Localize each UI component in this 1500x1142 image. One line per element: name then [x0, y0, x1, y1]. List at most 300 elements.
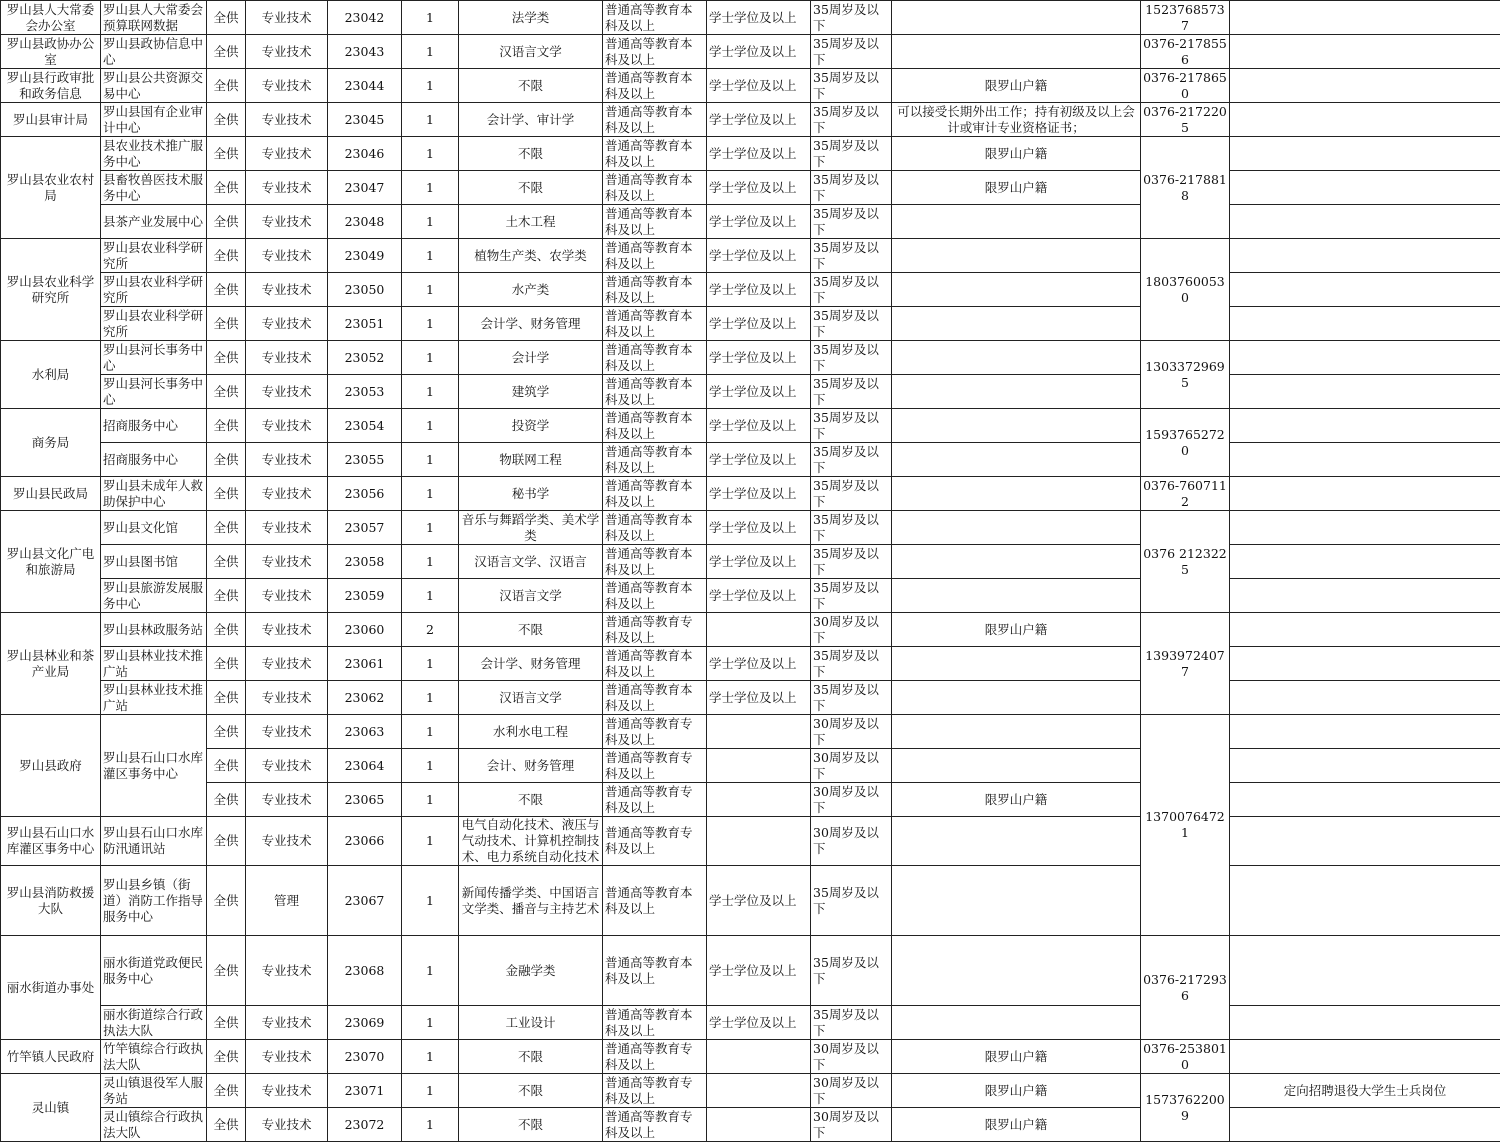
- cell-deg: [707, 817, 811, 866]
- cell-edu: 普通高等教育专科及以上: [603, 613, 707, 647]
- cell-dept: 罗山县农业农村局: [1, 137, 101, 239]
- table-row: [1, 1, 1500, 35]
- cell-remark: [1230, 137, 1500, 171]
- cell-unit: 罗山县林业技术推广站: [101, 681, 207, 715]
- cell-dept: 灵山镇: [1, 1074, 101, 1142]
- cell-note: [892, 715, 1141, 749]
- cell-age: 35周岁及以下: [811, 866, 892, 936]
- cell-dept: 水利局: [1, 341, 101, 409]
- cell-edu: 普通高等教育本科及以上: [603, 477, 707, 511]
- cell-major: 工业设计: [459, 1006, 603, 1040]
- table-row: [1, 1006, 1500, 1040]
- cell-unit: 县农业技术推广服务中心: [101, 137, 207, 171]
- cell-age: 35周岁及以下: [811, 205, 892, 239]
- cell-age: 30周岁及以下: [811, 749, 892, 783]
- cell-age: 35周岁及以下: [811, 409, 892, 443]
- cell-num: 1: [402, 103, 459, 137]
- cell-remark: [1230, 783, 1500, 817]
- cell-edu: 普通高等教育专科及以上: [603, 715, 707, 749]
- cell-num: 1: [402, 647, 459, 681]
- cell-cat: 专业技术: [246, 613, 328, 647]
- table-row: [1, 613, 1500, 647]
- cell-num: 1: [402, 171, 459, 205]
- cell-deg: 学士学位及以上: [707, 273, 811, 307]
- table-row: [1, 545, 1500, 579]
- cell-major: 会计学: [459, 341, 603, 375]
- cell-num: 1: [402, 783, 459, 817]
- cell-deg: 学士学位及以上: [707, 69, 811, 103]
- cell-phone: 15937652720: [1141, 409, 1230, 477]
- cell-major: 电气自动化技术、液压与气动技术、计算机控制技术、电力系统自动化技术: [459, 817, 603, 866]
- cell-age: 35周岁及以下: [811, 579, 892, 613]
- cell-deg: [707, 1040, 811, 1074]
- cell-deg: [707, 613, 811, 647]
- cell-major: 汉语言文学、汉语言: [459, 545, 603, 579]
- cell-num: 1: [402, 1108, 459, 1142]
- cell-phone: 0376-2178818: [1141, 137, 1230, 239]
- cell-cat: 专业技术: [246, 409, 328, 443]
- cell-edu: 普通高等教育本科及以上: [603, 69, 707, 103]
- cell-note: [892, 341, 1141, 375]
- cell-num: 1: [402, 273, 459, 307]
- cell-cat: 专业技术: [246, 307, 328, 341]
- cell-edu: 普通高等教育专科及以上: [603, 783, 707, 817]
- cell-deg: 学士学位及以上: [707, 579, 811, 613]
- cell-fund: 全供: [207, 715, 246, 749]
- table-row: [1, 681, 1500, 715]
- table-row: [1, 375, 1500, 409]
- cell-phone: 0376-2538010: [1141, 1040, 1230, 1074]
- cell-deg: [707, 783, 811, 817]
- cell-code: 23049: [328, 239, 402, 273]
- cell-deg: 学士学位及以上: [707, 205, 811, 239]
- cell-major: 植物生产类、农学类: [459, 239, 603, 273]
- cell-edu: 普通高等教育本科及以上: [603, 1, 707, 35]
- cell-remark: [1230, 545, 1500, 579]
- cell-edu: 普通高等教育专科及以上: [603, 1074, 707, 1108]
- cell-code: 23052: [328, 341, 402, 375]
- cell-major: 建筑学: [459, 375, 603, 409]
- cell-edu: 普通高等教育本科及以上: [603, 647, 707, 681]
- cell-num: 1: [402, 341, 459, 375]
- cell-age: 30周岁及以下: [811, 1108, 892, 1142]
- cell-phone: 0376-7607112: [1141, 477, 1230, 511]
- cell-cat: 专业技术: [246, 647, 328, 681]
- cell-edu: 普通高等教育本科及以上: [603, 866, 707, 936]
- cell-cat: 专业技术: [246, 511, 328, 545]
- cell-dept: 罗山县林业和茶产业局: [1, 613, 101, 715]
- table-row: [1, 205, 1500, 239]
- cell-note: [892, 749, 1141, 783]
- cell-cat: 专业技术: [246, 35, 328, 69]
- cell-age: 35周岁及以下: [811, 545, 892, 579]
- cell-cat: 专业技术: [246, 936, 328, 1006]
- cell-age: 35周岁及以下: [811, 647, 892, 681]
- cell-remark: [1230, 936, 1500, 1006]
- cell-cat: 专业技术: [246, 477, 328, 511]
- cell-major: 投资学: [459, 409, 603, 443]
- cell-deg: [707, 749, 811, 783]
- cell-note: [892, 205, 1141, 239]
- cell-code: 23042: [328, 1, 402, 35]
- cell-deg: 学士学位及以上: [707, 443, 811, 477]
- table-row: [1, 936, 1500, 1006]
- table-row: [1, 783, 1500, 817]
- cell-cat: 专业技术: [246, 1040, 328, 1074]
- cell-unit: 招商服务中心: [101, 443, 207, 477]
- cell-dept: 罗山县消防救援大队: [1, 866, 101, 936]
- table-row: [1, 511, 1500, 545]
- cell-num: 1: [402, 936, 459, 1006]
- cell-edu: 普通高等教育专科及以上: [603, 749, 707, 783]
- cell-unit: 罗山县河长事务中心: [101, 375, 207, 409]
- cell-major: 会计、财务管理: [459, 749, 603, 783]
- cell-deg: [707, 715, 811, 749]
- cell-major: 不限: [459, 1040, 603, 1074]
- cell-phone: 0376-2172936: [1141, 936, 1230, 1040]
- cell-cat: 专业技术: [246, 681, 328, 715]
- cell-unit: 罗山县文化馆: [101, 511, 207, 545]
- cell-num: 1: [402, 137, 459, 171]
- cell-deg: 学士学位及以上: [707, 647, 811, 681]
- cell-remark: [1230, 647, 1500, 681]
- cell-code: 23048: [328, 205, 402, 239]
- cell-remark: [1230, 1108, 1500, 1142]
- cell-remark: [1230, 477, 1500, 511]
- cell-major: 汉语言文学: [459, 579, 603, 613]
- cell-major: 不限: [459, 1074, 603, 1108]
- cell-cat: 管理: [246, 866, 328, 936]
- cell-age: 30周岁及以下: [811, 1074, 892, 1108]
- cell-remark: [1230, 1040, 1500, 1074]
- cell-code: 23043: [328, 35, 402, 69]
- cell-edu: 普通高等教育本科及以上: [603, 545, 707, 579]
- cell-num: 1: [402, 579, 459, 613]
- cell-remark: [1230, 681, 1500, 715]
- cell-major: 不限: [459, 69, 603, 103]
- cell-fund: 全供: [207, 375, 246, 409]
- cell-note: 限罗山户籍: [892, 1074, 1141, 1108]
- table-row: [1, 69, 1500, 103]
- cell-fund: 全供: [207, 307, 246, 341]
- cell-note: 限罗山户籍: [892, 69, 1141, 103]
- cell-code: 23058: [328, 545, 402, 579]
- cell-unit: 灵山镇退役军人服务站: [101, 1074, 207, 1108]
- cell-cat: 专业技术: [246, 1, 328, 35]
- cell-edu: 普通高等教育本科及以上: [603, 579, 707, 613]
- cell-edu: 普通高等教育本科及以上: [603, 35, 707, 69]
- cell-phone: 0376 2123225: [1141, 511, 1230, 613]
- cell-cat: 专业技术: [246, 1074, 328, 1108]
- cell-major: 法学类: [459, 1, 603, 35]
- cell-cat: 专业技术: [246, 443, 328, 477]
- cell-code: 23067: [328, 866, 402, 936]
- cell-fund: 全供: [207, 579, 246, 613]
- cell-remark: [1230, 273, 1500, 307]
- table-row: [1, 137, 1500, 171]
- table-row: [1, 307, 1500, 341]
- cell-note: [892, 681, 1141, 715]
- cell-num: 1: [402, 545, 459, 579]
- cell-cat: 专业技术: [246, 715, 328, 749]
- cell-edu: 普通高等教育本科及以上: [603, 1006, 707, 1040]
- cell-unit: 丽水街道党政便民服务中心: [101, 936, 207, 1006]
- cell-note: 限罗山户籍: [892, 1108, 1141, 1142]
- cell-edu: 普通高等教育本科及以上: [603, 511, 707, 545]
- table-row: [1, 817, 1500, 866]
- cell-major: 会计学、财务管理: [459, 647, 603, 681]
- cell-num: 1: [402, 511, 459, 545]
- cell-age: 35周岁及以下: [811, 307, 892, 341]
- cell-age: 35周岁及以下: [811, 239, 892, 273]
- cell-phone: 18037600530: [1141, 239, 1230, 341]
- cell-cat: 专业技术: [246, 69, 328, 103]
- cell-num: 1: [402, 681, 459, 715]
- cell-major: 音乐与舞蹈学类、美术学类: [459, 511, 603, 545]
- cell-edu: 普通高等教育本科及以上: [603, 307, 707, 341]
- cell-deg: [707, 1108, 811, 1142]
- cell-code: 23072: [328, 1108, 402, 1142]
- cell-note: [892, 866, 1141, 936]
- cell-remark: [1230, 817, 1500, 866]
- table-row: [1, 171, 1500, 205]
- cell-note: [892, 511, 1141, 545]
- cell-unit: 罗山县国有企业审计中心: [101, 103, 207, 137]
- cell-edu: 普通高等教育本科及以上: [603, 681, 707, 715]
- cell-unit: 罗山县图书馆: [101, 545, 207, 579]
- cell-deg: 学士学位及以上: [707, 341, 811, 375]
- table-row: [1, 1040, 1500, 1074]
- cell-note: 限罗山户籍: [892, 171, 1141, 205]
- cell-deg: 学士学位及以上: [707, 1006, 811, 1040]
- cell-code: 23057: [328, 511, 402, 545]
- cell-edu: 普通高等教育本科及以上: [603, 936, 707, 1006]
- cell-major: 不限: [459, 171, 603, 205]
- cell-note: [892, 1, 1141, 35]
- cell-cat: 专业技术: [246, 1006, 328, 1040]
- cell-age: 35周岁及以下: [811, 273, 892, 307]
- cell-code: 23060: [328, 613, 402, 647]
- cell-fund: 全供: [207, 1108, 246, 1142]
- cell-remark: [1230, 205, 1500, 239]
- cell-unit: 竹竿镇综合行政执法大队: [101, 1040, 207, 1074]
- cell-age: 35周岁及以下: [811, 341, 892, 375]
- cell-fund: 全供: [207, 545, 246, 579]
- cell-unit: 灵山镇综合行政执法大队: [101, 1108, 207, 1142]
- cell-remark: [1230, 443, 1500, 477]
- cell-note: [892, 443, 1141, 477]
- cell-major: 新闻传播学类、中国语言文学类、播音与主持艺术: [459, 866, 603, 936]
- cell-major: 水利水电工程: [459, 715, 603, 749]
- cell-fund: 全供: [207, 866, 246, 936]
- cell-fund: 全供: [207, 341, 246, 375]
- table-row: [1, 1108, 1500, 1142]
- cell-note: [892, 817, 1141, 866]
- cell-edu: 普通高等教育本科及以上: [603, 375, 707, 409]
- cell-phone: 15237685737: [1141, 1, 1230, 35]
- cell-edu: 普通高等教育专科及以上: [603, 1040, 707, 1074]
- table-row: [1, 647, 1500, 681]
- cell-unit: 罗山县未成年人救助保护中心: [101, 477, 207, 511]
- cell-fund: 全供: [207, 613, 246, 647]
- cell-num: 1: [402, 69, 459, 103]
- cell-dept: 罗山县人大常委会办公室: [1, 1, 101, 35]
- table-row: [1, 409, 1500, 443]
- cell-edu: 普通高等教育本科及以上: [603, 171, 707, 205]
- cell-dept: 罗山县政协办公室: [1, 35, 101, 69]
- cell-num: 1: [402, 239, 459, 273]
- cell-dept: 罗山县审计局: [1, 103, 101, 137]
- cell-fund: 全供: [207, 817, 246, 866]
- cell-cat: 专业技术: [246, 579, 328, 613]
- cell-note: [892, 375, 1141, 409]
- cell-note: [892, 307, 1141, 341]
- cell-major: 会计学、财务管理: [459, 307, 603, 341]
- cell-note: [892, 35, 1141, 69]
- cell-dept: 罗山县文化广电和旅游局: [1, 511, 101, 613]
- cell-phone: 13939724077: [1141, 613, 1230, 715]
- cell-phone: 0376-2178650: [1141, 69, 1230, 103]
- cell-fund: 全供: [207, 783, 246, 817]
- cell-deg: 学士学位及以上: [707, 375, 811, 409]
- cell-age: 35周岁及以下: [811, 936, 892, 1006]
- cell-deg: 学士学位及以上: [707, 545, 811, 579]
- cell-unit: 招商服务中心: [101, 409, 207, 443]
- cell-num: 1: [402, 715, 459, 749]
- cell-remark: [1230, 1006, 1500, 1040]
- cell-major: 土木工程: [459, 205, 603, 239]
- cell-code: 23055: [328, 443, 402, 477]
- cell-deg: 学士学位及以上: [707, 171, 811, 205]
- cell-num: 1: [402, 866, 459, 936]
- cell-cat: 专业技术: [246, 341, 328, 375]
- table-row: [1, 579, 1500, 613]
- cell-edu: 普通高等教育本科及以上: [603, 443, 707, 477]
- cell-edu: 普通高等教育本科及以上: [603, 239, 707, 273]
- cell-deg: 学士学位及以上: [707, 307, 811, 341]
- cell-unit: 罗山县石山口水库灌区事务中心: [101, 715, 207, 817]
- cell-code: 23068: [328, 936, 402, 1006]
- cell-note: [892, 545, 1141, 579]
- cell-code: 23053: [328, 375, 402, 409]
- cell-edu: 普通高等教育专科及以上: [603, 1108, 707, 1142]
- cell-unit: 罗山县政协信息中心: [101, 35, 207, 69]
- cell-deg: 学士学位及以上: [707, 936, 811, 1006]
- cell-age: 30周岁及以下: [811, 613, 892, 647]
- cell-note: 限罗山户籍: [892, 783, 1141, 817]
- cell-remark: [1230, 103, 1500, 137]
- cell-code: 23047: [328, 171, 402, 205]
- cell-num: 1: [402, 443, 459, 477]
- cell-remark: [1230, 715, 1500, 749]
- cell-dept: 罗山县政府: [1, 715, 101, 817]
- cell-major: 会计学、审计学: [459, 103, 603, 137]
- cell-note: [892, 409, 1141, 443]
- cell-remark: [1230, 511, 1500, 545]
- cell-dept: 罗山县民政局: [1, 477, 101, 511]
- cell-code: 23050: [328, 273, 402, 307]
- cell-major: 不限: [459, 783, 603, 817]
- cell-fund: 全供: [207, 1074, 246, 1108]
- cell-phone: 13700764721: [1141, 715, 1230, 936]
- cell-num: 1: [402, 749, 459, 783]
- cell-major: 不限: [459, 613, 603, 647]
- cell-fund: 全供: [207, 477, 246, 511]
- cell-fund: 全供: [207, 69, 246, 103]
- cell-remark: 定向招聘退役大学生士兵岗位: [1230, 1074, 1500, 1108]
- cell-unit: 罗山县旅游发展服务中心: [101, 579, 207, 613]
- cell-deg: 学士学位及以上: [707, 1, 811, 35]
- table-row: [1, 1074, 1500, 1108]
- cell-num: 1: [402, 205, 459, 239]
- cell-dept: 罗山县农业科学研究所: [1, 239, 101, 341]
- cell-cat: 专业技术: [246, 783, 328, 817]
- cell-deg: 学士学位及以上: [707, 137, 811, 171]
- cell-fund: 全供: [207, 443, 246, 477]
- cell-code: 23061: [328, 647, 402, 681]
- cell-age: 35周岁及以下: [811, 69, 892, 103]
- cell-deg: 学士学位及以上: [707, 239, 811, 273]
- cell-major: 不限: [459, 137, 603, 171]
- cell-age: 35周岁及以下: [811, 375, 892, 409]
- cell-code: 23071: [328, 1074, 402, 1108]
- cell-edu: 普通高等教育本科及以上: [603, 137, 707, 171]
- cell-major: 汉语言文学: [459, 35, 603, 69]
- cell-code: 23046: [328, 137, 402, 171]
- cell-deg: 学士学位及以上: [707, 409, 811, 443]
- table-row: [1, 273, 1500, 307]
- table-row: [1, 239, 1500, 273]
- cell-remark: [1230, 749, 1500, 783]
- cell-cat: 专业技术: [246, 239, 328, 273]
- cell-code: 23062: [328, 681, 402, 715]
- cell-dept: 罗山县行政审批和政务信息: [1, 69, 101, 103]
- cell-unit: 县畜牧兽医技术服务中心: [101, 171, 207, 205]
- cell-age: 35周岁及以下: [811, 511, 892, 545]
- cell-major: 金融学类: [459, 936, 603, 1006]
- cell-age: 30周岁及以下: [811, 783, 892, 817]
- cell-edu: 普通高等教育本科及以上: [603, 273, 707, 307]
- cell-unit: 罗山县农业科学研究所: [101, 307, 207, 341]
- cell-age: 35周岁及以下: [811, 35, 892, 69]
- cell-unit: 罗山县农业科学研究所: [101, 273, 207, 307]
- cell-note: [892, 273, 1141, 307]
- cell-fund: 全供: [207, 647, 246, 681]
- table-row: [1, 477, 1500, 511]
- cell-dept: 竹竿镇人民政府: [1, 1040, 101, 1074]
- cell-unit: 罗山县公共资源交易中心: [101, 69, 207, 103]
- cell-dept: 丽水街道办事处: [1, 936, 101, 1040]
- table-row: [1, 103, 1500, 137]
- cell-fund: 全供: [207, 171, 246, 205]
- cell-note: 可以接受长期外出工作；持有初级及以上会计或审计专业资格证书；: [892, 103, 1141, 137]
- cell-age: 35周岁及以下: [811, 477, 892, 511]
- cell-code: 23056: [328, 477, 402, 511]
- cell-num: 1: [402, 1006, 459, 1040]
- cell-remark: [1230, 35, 1500, 69]
- table-row: [1, 866, 1500, 936]
- cell-fund: 全供: [207, 273, 246, 307]
- cell-remark: [1230, 375, 1500, 409]
- cell-age: 35周岁及以下: [811, 137, 892, 171]
- cell-code: 23045: [328, 103, 402, 137]
- cell-unit: 罗山县人大常委会预算联网数据: [101, 1, 207, 35]
- cell-phone: 0376-2178556: [1141, 35, 1230, 69]
- cell-note: 限罗山户籍: [892, 613, 1141, 647]
- table-row: [1, 341, 1500, 375]
- cell-fund: 全供: [207, 103, 246, 137]
- cell-code: 23064: [328, 749, 402, 783]
